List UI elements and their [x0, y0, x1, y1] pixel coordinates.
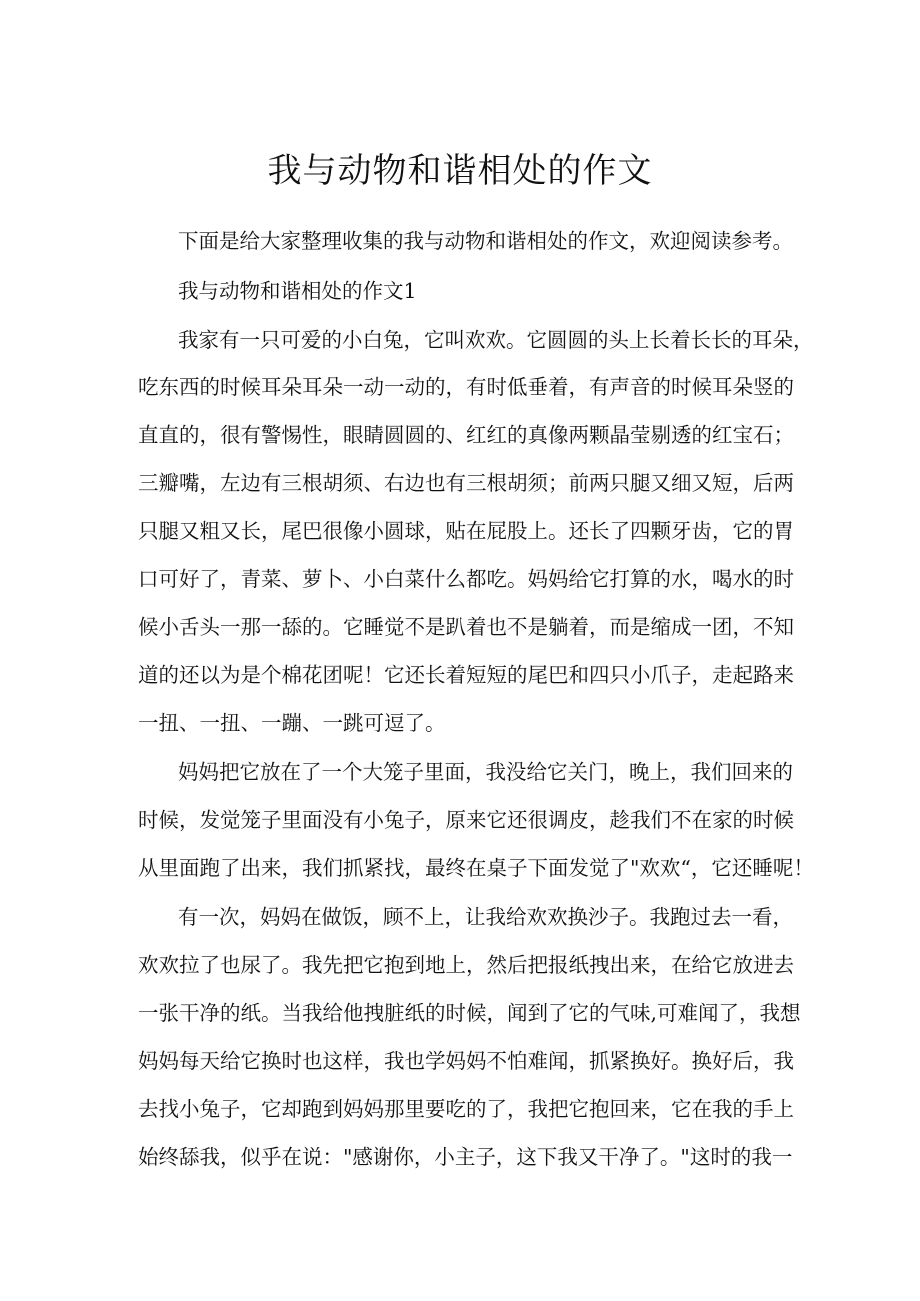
paragraph-1-line-4: 三瓣嘴，左边有三根胡须、右边也有三根胡须；前两只腿又细又短，后两 — [138, 471, 794, 495]
paragraph-3-line-5: 去找小兔子，它却跑到妈妈那里要吃的了，我把它抱回来，它在我的手上 — [138, 1097, 794, 1121]
paragraph-1-line-5: 只腿又粗又长，尾巴很像小圆球，贴在屁股上。还长了四颗牙齿，它的胃 — [138, 519, 794, 543]
paragraph-1-line-1: 我家有一只可爱的小白兔，它叫欢欢。它圆圆的头上长着长长的耳朵， — [178, 328, 814, 352]
paragraph-3-line-6: 始终舔我，似乎在说："感谢你，小主子，这下我又干净了。"这时的我一 — [138, 1145, 793, 1169]
paragraph-1-line-8: 道的还以为是个棉花团呢！它还长着短短的尾巴和四只小爪子，走起路来 — [138, 663, 794, 687]
paragraph-1-line-9: 一扭、一扭、一蹦、一跳可逗了。 — [138, 711, 446, 735]
paragraph-1-line-2: 吃东西的时候耳朵耳朵一动一动的，有时低垂着，有声音的时候耳朵竖的 — [138, 375, 794, 399]
paragraph-1-line-6: 口可好了，青菜、萝卜、小白菜什么都吃。妈妈给它打算的水，喝水的时 — [138, 567, 794, 591]
intro-line: 下面是给大家整理收集的我与动物和谐相处的作文，欢迎阅读参考。 — [178, 229, 793, 253]
paragraph-2-line-1: 妈妈把它放在了一个大笼子里面，我没给它关门，晚上，我们回来的 — [178, 760, 793, 784]
paragraph-3-line-4: 妈妈每天给它换时也这样，我也学妈妈不怕难闻，抓紧换好。换好后，我 — [138, 1049, 794, 1073]
subheading: 我与动物和谐相处的作文1 — [178, 279, 417, 303]
paragraph-2-line-2: 时候，发觉笼子里面没有小兔子，原来它还很调皮，趁我们不在家的时候 — [138, 808, 794, 832]
paragraph-1-line-3: 直直的，很有警惕性，眼睛圆圆的、红红的真像两颗晶莹剔透的红宝石； — [138, 423, 794, 447]
paragraph-3-line-2: 欢欢拉了也尿了。我先把它抱到地上，然后把报纸拽出来，在给它放进去 — [138, 953, 794, 977]
document-title: 我与动物和谐相处的作文 — [267, 151, 653, 191]
paragraph-2-line-3: 从里面跑了出来，我们抓紧找，最终在桌子下面发觉了"欢欢“，它还睡呢！ — [138, 856, 814, 880]
paragraph-1-line-7: 候小舌头一那一舔的。它睡觉不是趴着也不是躺着，而是缩成一团，不知 — [138, 615, 794, 639]
paragraph-3-line-3: 一张干净的纸。当我给他拽脏纸的时候，闻到了它的气味,可难闻了，我想 — [138, 1001, 801, 1025]
paragraph-3-line-1: 有一次，妈妈在做饭，顾不上，让我给欢欢换沙子。我跑过去一看， — [178, 905, 793, 929]
